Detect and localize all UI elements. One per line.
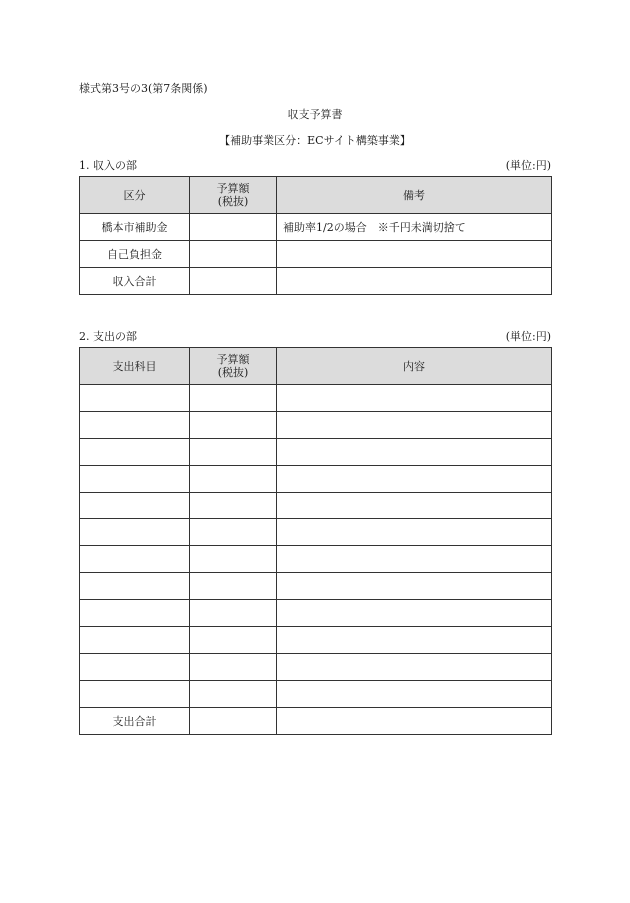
expense-content-cell[interactable] — [277, 573, 552, 600]
expense-content-cell[interactable] — [277, 546, 552, 573]
expense-content-cell[interactable] — [277, 653, 552, 680]
expense-table — [79, 347, 552, 735]
income-row — [80, 214, 552, 241]
expense-item-cell[interactable] — [80, 600, 190, 627]
income-row — [80, 241, 552, 268]
expense-amount-cell[interactable] — [190, 573, 277, 600]
expense-row — [80, 600, 552, 627]
expense-content-cell[interactable] — [277, 438, 552, 465]
income-table — [79, 176, 552, 295]
income-total-row — [80, 268, 552, 295]
expense-amount-cell[interactable] — [190, 680, 277, 707]
expense-content-cell[interactable] — [277, 465, 552, 492]
expense-header-amount-line1: 予算額 — [216, 353, 250, 366]
income-header-amount — [190, 177, 277, 214]
form-number: 様式第3号の3(第7条関係) — [79, 82, 208, 95]
expense-item-cell[interactable] — [80, 385, 190, 412]
income-section-header — [79, 157, 551, 173]
expense-header-item: 支出科目 — [80, 348, 190, 385]
expense-total-label: 支出合計 — [80, 707, 190, 734]
income-category-cell: 自己負担金 — [80, 241, 190, 268]
expense-content-cell[interactable] — [277, 492, 552, 519]
expense-content-cell[interactable] — [277, 600, 552, 627]
expense-total-content[interactable] — [277, 707, 552, 734]
income-section-title: 1. 収入の部 — [79, 159, 137, 172]
expense-row — [80, 385, 552, 412]
expense-row — [80, 680, 552, 707]
expense-item-cell[interactable] — [80, 411, 190, 438]
income-total-note[interactable] — [277, 268, 552, 295]
expense-item-cell[interactable] — [80, 653, 190, 680]
expense-item-cell[interactable] — [80, 438, 190, 465]
expense-row — [80, 465, 552, 492]
expense-row — [80, 438, 552, 465]
expense-total-amount[interactable] — [190, 707, 277, 734]
income-header-amount-line2: (税抜) — [217, 195, 249, 208]
expense-item-cell[interactable] — [80, 627, 190, 654]
expense-row — [80, 573, 552, 600]
expense-amount-cell[interactable] — [190, 627, 277, 654]
income-header-note: 備考 — [277, 177, 552, 214]
income-category-cell: 橋本市補助金 — [80, 214, 190, 241]
income-header-amount-line1: 予算額 — [216, 182, 250, 195]
income-total-label: 収入合計 — [80, 268, 190, 295]
expense-section-title: 2. 支出の部 — [79, 330, 137, 343]
document-title: 収支予算書 — [287, 108, 343, 121]
expense-content-cell[interactable] — [277, 411, 552, 438]
expense-item-cell[interactable] — [80, 492, 190, 519]
expense-header-amount — [190, 348, 277, 385]
income-header-category: 区分 — [80, 177, 190, 214]
expense-item-cell[interactable] — [80, 465, 190, 492]
expense-header-row — [80, 348, 552, 385]
income-amount-cell[interactable] — [190, 241, 277, 268]
income-total-amount[interactable] — [190, 268, 277, 295]
expense-item-cell[interactable] — [80, 519, 190, 546]
expense-item-cell[interactable] — [80, 680, 190, 707]
expense-row — [80, 519, 552, 546]
expense-content-cell[interactable] — [277, 519, 552, 546]
expense-amount-cell[interactable] — [190, 438, 277, 465]
expense-amount-cell[interactable] — [190, 519, 277, 546]
income-note-cell: 補助率1/2の場合 ※千円未満切捨て — [277, 214, 552, 241]
income-amount-cell[interactable] — [190, 214, 277, 241]
expense-row — [80, 653, 552, 680]
expense-content-cell[interactable] — [277, 680, 552, 707]
expense-header-amount-line2: (税抜) — [217, 366, 249, 379]
expense-amount-cell[interactable] — [190, 492, 277, 519]
income-header-row — [80, 177, 552, 214]
expense-amount-cell[interactable] — [190, 546, 277, 573]
expense-total-row — [80, 707, 552, 734]
expense-content-cell[interactable] — [277, 627, 552, 654]
expense-unit-label: (単位:円) — [505, 330, 551, 343]
expense-content-cell[interactable] — [277, 385, 552, 412]
expense-amount-cell[interactable] — [190, 411, 277, 438]
expense-item-cell[interactable] — [80, 573, 190, 600]
expense-header-content: 内容 — [277, 348, 552, 385]
expense-row — [80, 627, 552, 654]
expense-amount-cell[interactable] — [190, 385, 277, 412]
income-note-cell[interactable] — [277, 241, 552, 268]
expense-row — [80, 546, 552, 573]
expense-item-cell[interactable] — [80, 546, 190, 573]
expense-amount-cell[interactable] — [190, 465, 277, 492]
income-unit-label: (単位:円) — [505, 159, 551, 172]
expense-row — [80, 411, 552, 438]
expense-amount-cell[interactable] — [190, 653, 277, 680]
expense-row — [80, 492, 552, 519]
expense-section-header — [79, 328, 551, 344]
expense-amount-cell[interactable] — [190, 600, 277, 627]
document-subtitle: 【補助事業区分：ECサイト構築事業】 — [219, 134, 411, 147]
